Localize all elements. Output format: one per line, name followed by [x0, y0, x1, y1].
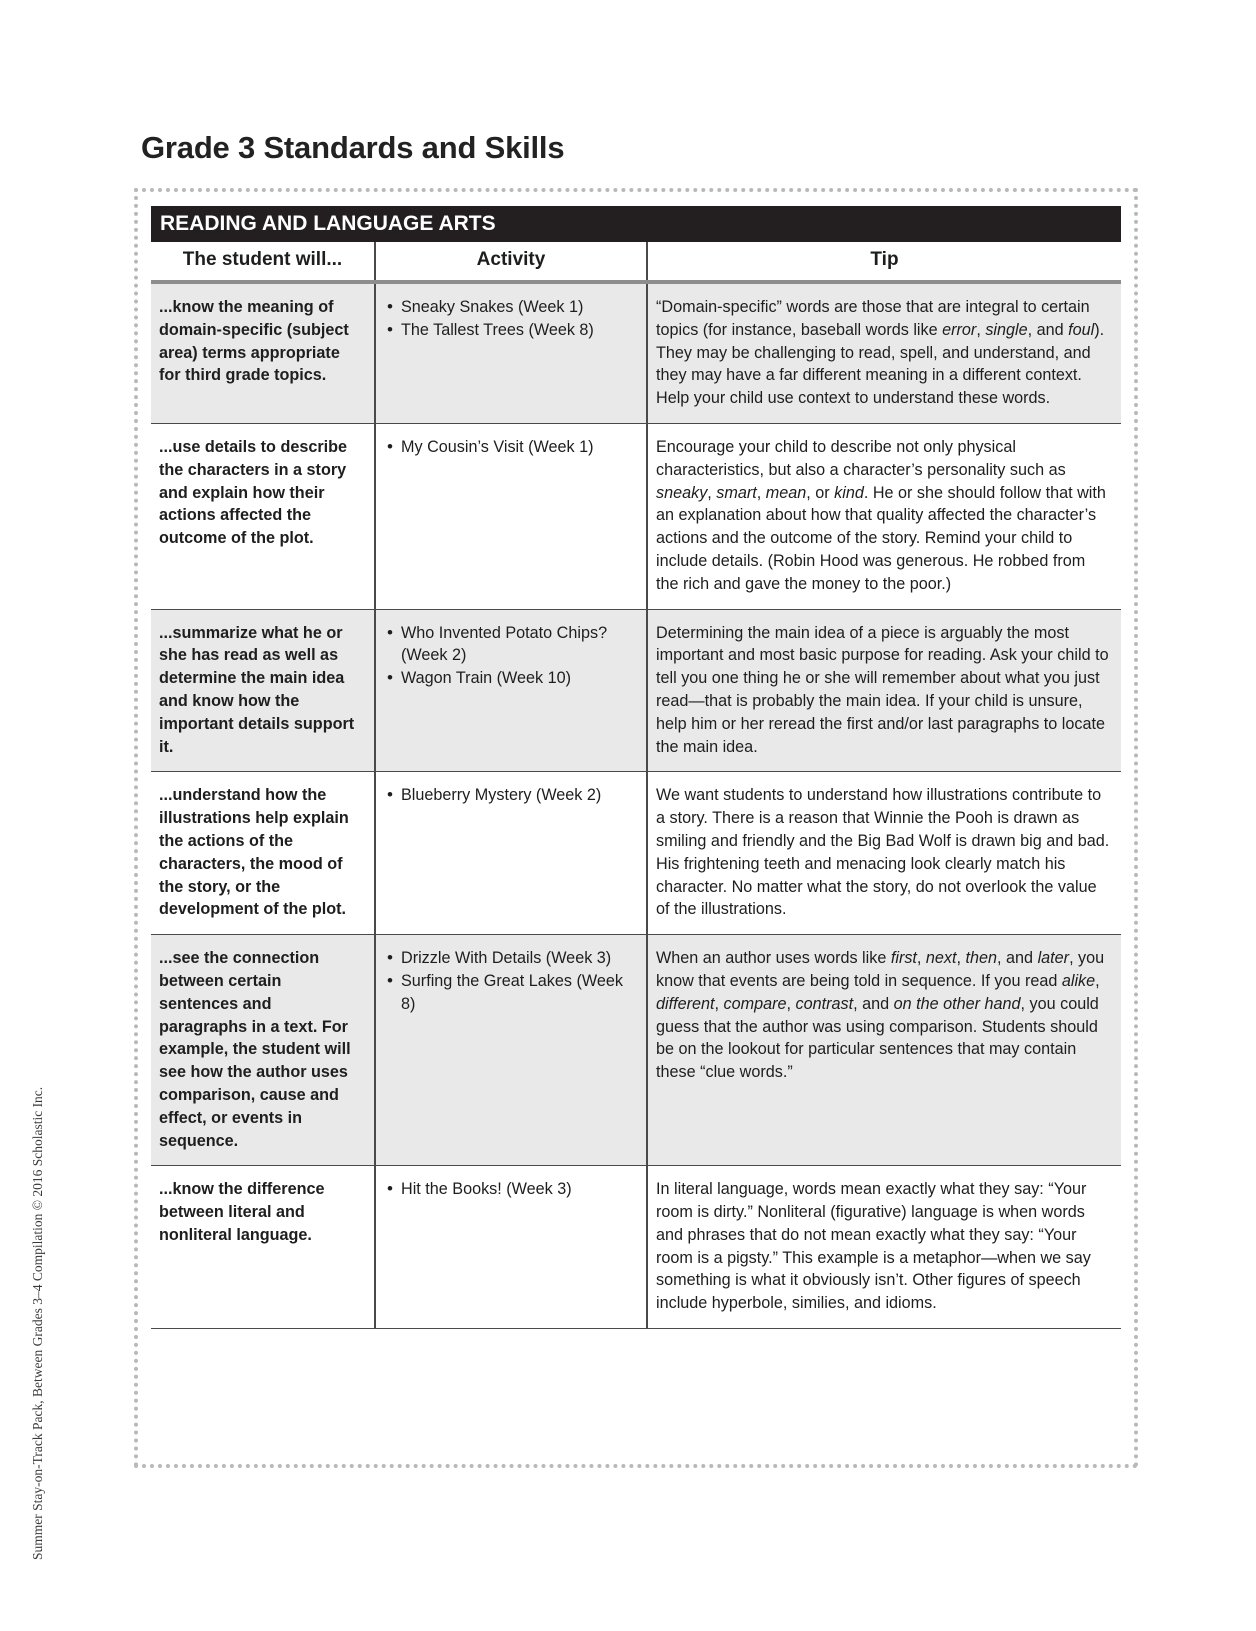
activity-cell [375, 772, 647, 935]
tip-text: We want students to understand how illustrations contribute to a story. There is a reason that Winnie the Pooh is drawn as smiling and friendly and the Big Bad Wolf is drawn big and bad. His frightening teeth and menacing look clearly match his character. No matter what the story, do not overlook the value of the illustrations. [656, 786, 1110, 919]
tip-text: , [707, 483, 717, 502]
tip-italic-text: next [925, 949, 957, 968]
activity-cell [375, 282, 647, 423]
activity-cell [375, 423, 647, 609]
activity-item: • Surfing the Great Lakes (Week 8) [384, 970, 638, 1016]
tip-cell [647, 609, 1121, 772]
tip-text: , [956, 949, 966, 968]
page-title: Grade 3 Standards and Skills [141, 130, 565, 165]
column-header-student: The student will... [151, 242, 375, 282]
tip-text: , [756, 483, 766, 502]
activity-item: • Sneaky Snakes (Week 1) [384, 296, 638, 319]
tip-italic-text: then [965, 949, 998, 968]
tip-text: Determining the main idea of a piece is arguably the most important and most basic purpose for reading. Ask your child to tell you one thing he or she will remember about what you just read—that is probably the main idea. If your child is unsure, help him or her reread the first and/or last paragraphs to locate the main idea. [656, 623, 1109, 756]
table-row [151, 423, 1121, 609]
tip-text: In literal language, words mean exactly what they say: “Your room is dirty.” Nonliteral (figurative) language is when words and phrases that do not mean exactly what they say: “Your room is a pigsty.” This example is a metaphor—when we say something is what it obviously isn’t. Other figures of speech include hyperbole, similies, and idioms. [656, 1180, 1091, 1313]
column-header-activity: Activity [375, 242, 647, 282]
tip-italic-text: different [656, 994, 715, 1013]
tip-italic-text: error [942, 320, 977, 339]
standards-table [151, 206, 1121, 1329]
activity-list [384, 1178, 638, 1201]
table-row [151, 1166, 1121, 1329]
tip-italic-text: kind [834, 483, 864, 502]
table-row [151, 282, 1121, 423]
tip-italic-text: sneaky [656, 483, 708, 502]
table-row [151, 935, 1121, 1166]
section-banner [151, 206, 1121, 242]
tip-cell [647, 282, 1121, 423]
student-will-cell: ...see the connection between certain sentences and paragraphs in a text. For example, the student will see how the author uses comparison, cause and effect, or events in sequence. [151, 935, 375, 1166]
student-will-cell: ...summarize what he or she has read as well as determine the main idea and know how the important details support it. [151, 609, 375, 772]
student-will-cell: ...understand how the illustrations help explain the actions of the characters, the mood of the story, or the development of the plot. [151, 772, 375, 935]
tip-text: , and [853, 994, 894, 1013]
activity-list [384, 947, 638, 1015]
tip-text: , and [1027, 320, 1069, 339]
student-will-cell: ...know the difference between literal and nonliteral language. [151, 1166, 375, 1329]
column-header-row [151, 242, 1121, 282]
tip-italic-text: foul [1068, 320, 1095, 339]
tip-text: , you know that events are being told in sequence. If you read [656, 949, 1105, 990]
tip-italic-text: alike [1061, 971, 1096, 990]
copyright-credit: Summer Stay-on-Track Pack, Between Grades 3–4 Compilation © 2016 Scholastic Inc. [30, 1086, 45, 1560]
tip-text: . He or she should follow that with an explanation about how that quality affected the character’s actions and the outcome of the story. Remind your child to include details. (Robin Hood was generous. He robbed from the rich and gave the money to the poor.) [656, 483, 1106, 593]
tip-cell [647, 772, 1121, 935]
activity-cell [375, 609, 647, 772]
student-will-cell: ...use details to describe the characters in a story and explain how their actions affected the outcome of the plot. [151, 423, 375, 609]
tip-cell [647, 935, 1121, 1166]
tip-text: , [916, 949, 926, 968]
activity-list [384, 436, 638, 459]
table-row [151, 772, 1121, 935]
activity-item: • Who Invented Potato Chips? (Week 2) [384, 622, 638, 668]
tip-text: , [1095, 971, 1100, 990]
tip-text: When an author uses words like [656, 949, 891, 968]
tip-italic-text: compare [723, 994, 787, 1013]
activity-cell [375, 1166, 647, 1329]
tip-text: , you could guess that the author was using comparison. Students should be on the lookout for particular sentences that may contain these “clue words.” [656, 994, 1099, 1082]
tip-italic-text: contrast [795, 994, 854, 1013]
tip-text: , or [806, 483, 835, 502]
tip-italic-text: single [985, 320, 1028, 339]
tip-text: , [714, 994, 724, 1013]
activity-cell [375, 935, 647, 1166]
activity-list [384, 296, 638, 342]
activity-item: • Hit the Books! (Week 3) [384, 1178, 638, 1201]
section-title: READING AND LANGUAGE ARTS [151, 206, 1121, 242]
table-row [151, 609, 1121, 772]
tip-italic-text: later [1037, 949, 1070, 968]
student-will-cell: ...know the meaning of domain-specific (subject area) terms appropriate for third grade topics. [151, 282, 375, 423]
activity-item: • Drizzle With Details (Week 3) [384, 947, 638, 970]
tip-cell [647, 1166, 1121, 1329]
activity-item: • Blueberry Mystery (Week 2) [384, 784, 638, 807]
tip-text: ). They may be challenging to read, spell, and understand, and they may have a far different meaning in a different context. Help your child use context to understand these words. [656, 320, 1105, 408]
column-header-tip: Tip [647, 242, 1121, 282]
tip-cell [647, 423, 1121, 609]
activity-item: • My Cousin’s Visit (Week 1) [384, 436, 638, 459]
tip-text: , [976, 320, 986, 339]
tip-text: , [786, 994, 796, 1013]
activity-list [384, 784, 638, 807]
tip-italic-text: on the other hand [893, 994, 1021, 1013]
tip-text: , and [997, 949, 1038, 968]
tip-italic-text: first [890, 949, 917, 968]
table-body [151, 282, 1121, 1329]
activity-item: • The Tallest Trees (Week 8) [384, 319, 638, 342]
tip-italic-text: smart [716, 483, 757, 502]
activity-item: • Wagon Train (Week 10) [384, 667, 638, 690]
activity-list [384, 622, 638, 690]
tip-italic-text: mean [765, 483, 807, 502]
tip-text: “Domain-specific” words are those that are integral to certain topics (for instance, baseball words like [656, 298, 1090, 339]
tip-text: Encourage your child to describe not only physical characteristics, but also a character’s personality such as [656, 437, 1066, 479]
